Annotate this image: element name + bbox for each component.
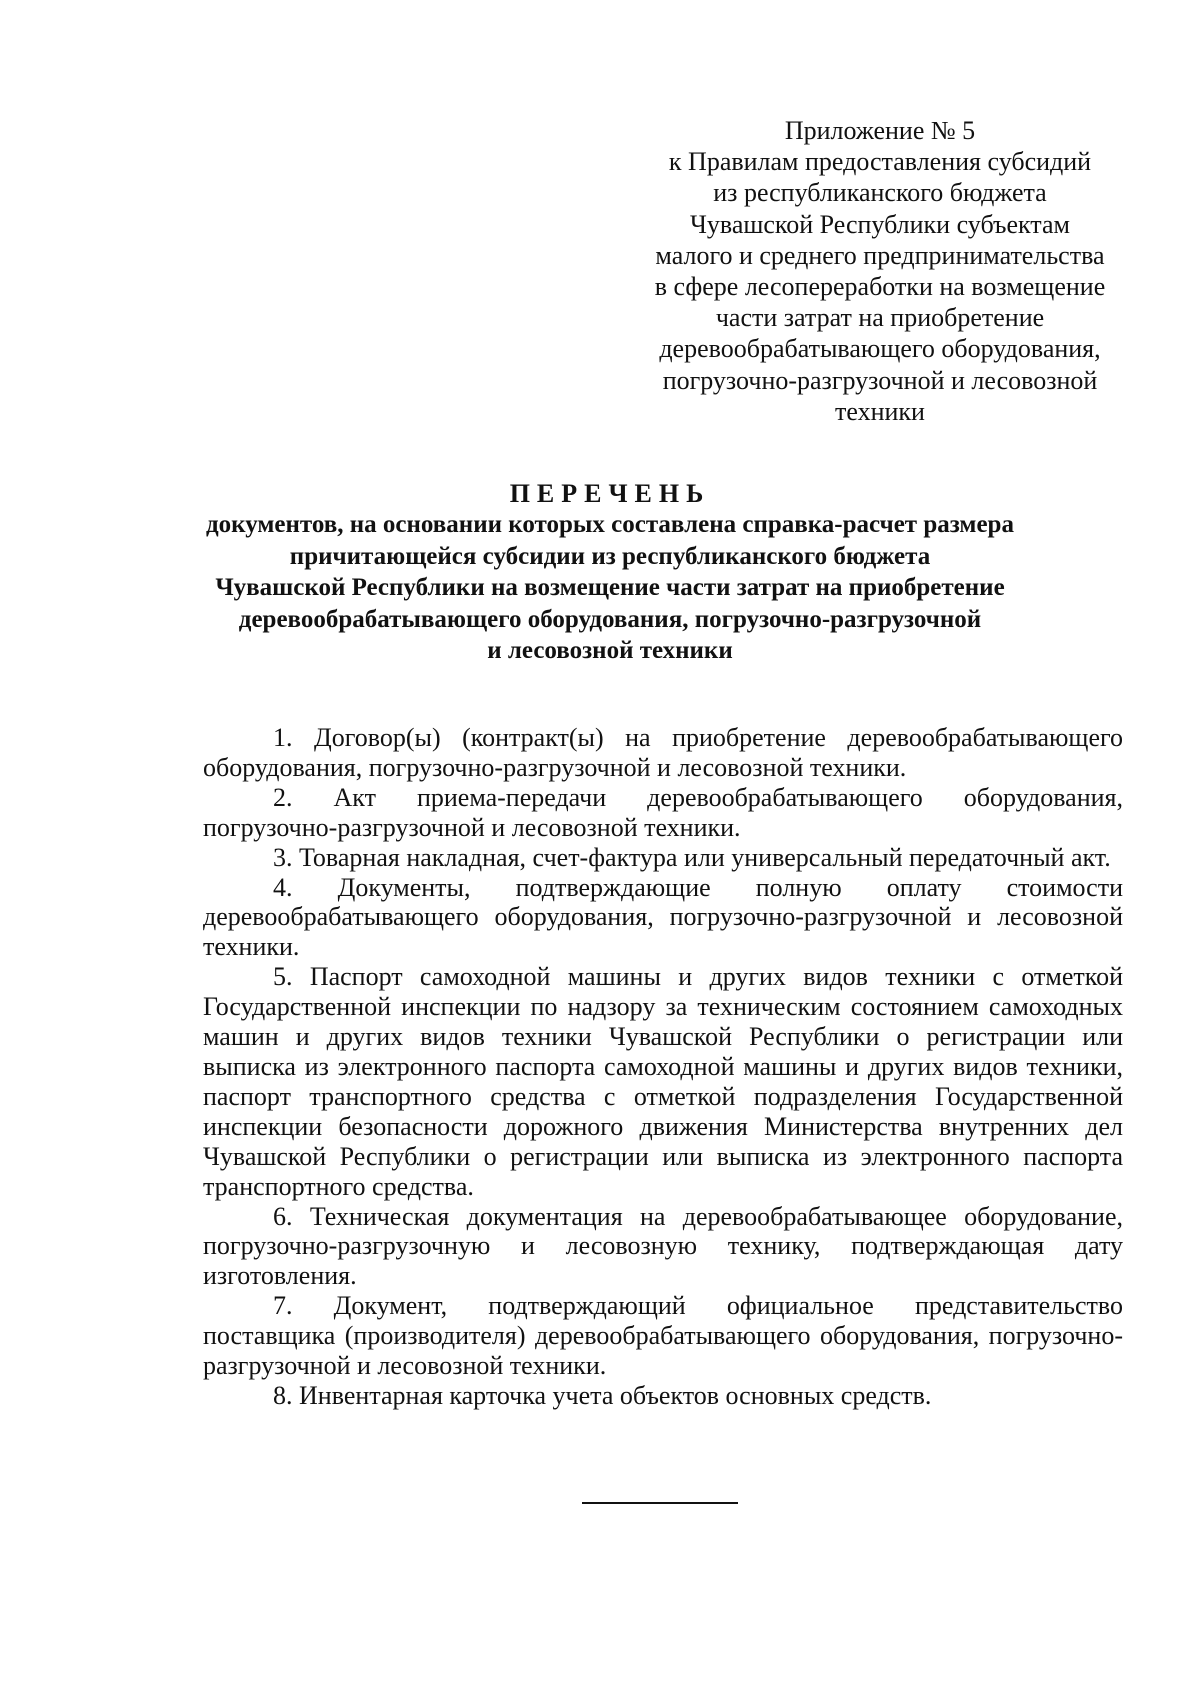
appendix-line: Приложение № 5 <box>784 116 976 145</box>
appendix-line: в сфере лесопереработки на возмещение <box>654 272 1106 302</box>
list-item: 3. Товарная накладная, счет-фактура или универсальный передаточный акт. <box>273 842 1111 872</box>
list-item: 7. Документ, подтверждающий официальное представительство поставщика (производителя) деревообрабатывающего оборудования, погрузочно-разгрузочной и лесовозной техники. <box>203 1291 1123 1381</box>
appendix-line: Чувашской Республики субъектам <box>690 209 1070 239</box>
appendix-header <box>640 115 1120 427</box>
document-title <box>150 478 1070 667</box>
title-subtitle-line: Чувашской Республики на возмещение части затрат на приобретение <box>215 574 1005 601</box>
title-subtitle-line: документов, на основании которых составлена справка-расчет размера <box>206 511 1014 538</box>
title-subtitle-line: и лесовозной техники <box>487 637 733 664</box>
appendix-line: части затрат на приобретение <box>715 303 1045 333</box>
appendix-line: техники <box>835 396 925 426</box>
title-subtitle-line: причитающейся субсидии из республиканского бюджета <box>289 542 931 570</box>
appendix-line: погрузочно-разгрузочной и лесовозной <box>662 365 1098 395</box>
document-list <box>203 723 1123 1411</box>
appendix-line: к Правилам предоставления субсидий <box>668 147 1092 177</box>
list-item: 1. Договор(ы) (контракт(ы) на приобретение деревообрабатывающего оборудования, погрузочно-разгрузочной и лесовозной техники. <box>203 723 1123 782</box>
closing-divider <box>582 1502 738 1504</box>
appendix-line: деревообрабатывающего оборудования, <box>659 334 1101 364</box>
appendix-line: из республиканского бюджета <box>713 178 1047 208</box>
title-subtitle-line: деревообрабатывающего оборудования, погрузочно-разгрузочной <box>238 605 982 633</box>
title-main: ПЕРЕЧЕНЬ <box>509 479 711 508</box>
list-item: 6. Техническая документация на деревообрабатывающее оборудование, погрузочно-разгрузочную и лесовозную технику, подтверждающая дату изготовления. <box>203 1201 1123 1291</box>
list-item: 4. Документы, подтверждающие полную оплату стоимости деревообрабатывающего оборудования, погрузочно-разгрузочной и лесовозной техники. <box>203 872 1123 962</box>
list-item: 5. Паспорт самоходной машины и других видов техники с отметкой Государственной инспекции по надзору за техническим состоянием самоходных машин и других видов техники Чувашской Республики о регистрации или выписка из электронного паспорта самоходной машины и других видов техники, паспорт транспортного средства с отметкой подразделения Государственной инспекции безопасности дорожного движения Министерства внутренних дел Чувашской Республики о регистрации или выписка из электронного паспорта транспортного средства. <box>203 962 1123 1201</box>
list-item: 8. Инвентарная карточка учета объектов основных средств. <box>273 1380 932 1410</box>
appendix-line: малого и среднего предпринимательства <box>655 240 1105 270</box>
list-item: 2. Акт приема-передачи деревообрабатывающего оборудования, погрузочно-разгрузочной и лесовозной техники. <box>203 782 1123 842</box>
